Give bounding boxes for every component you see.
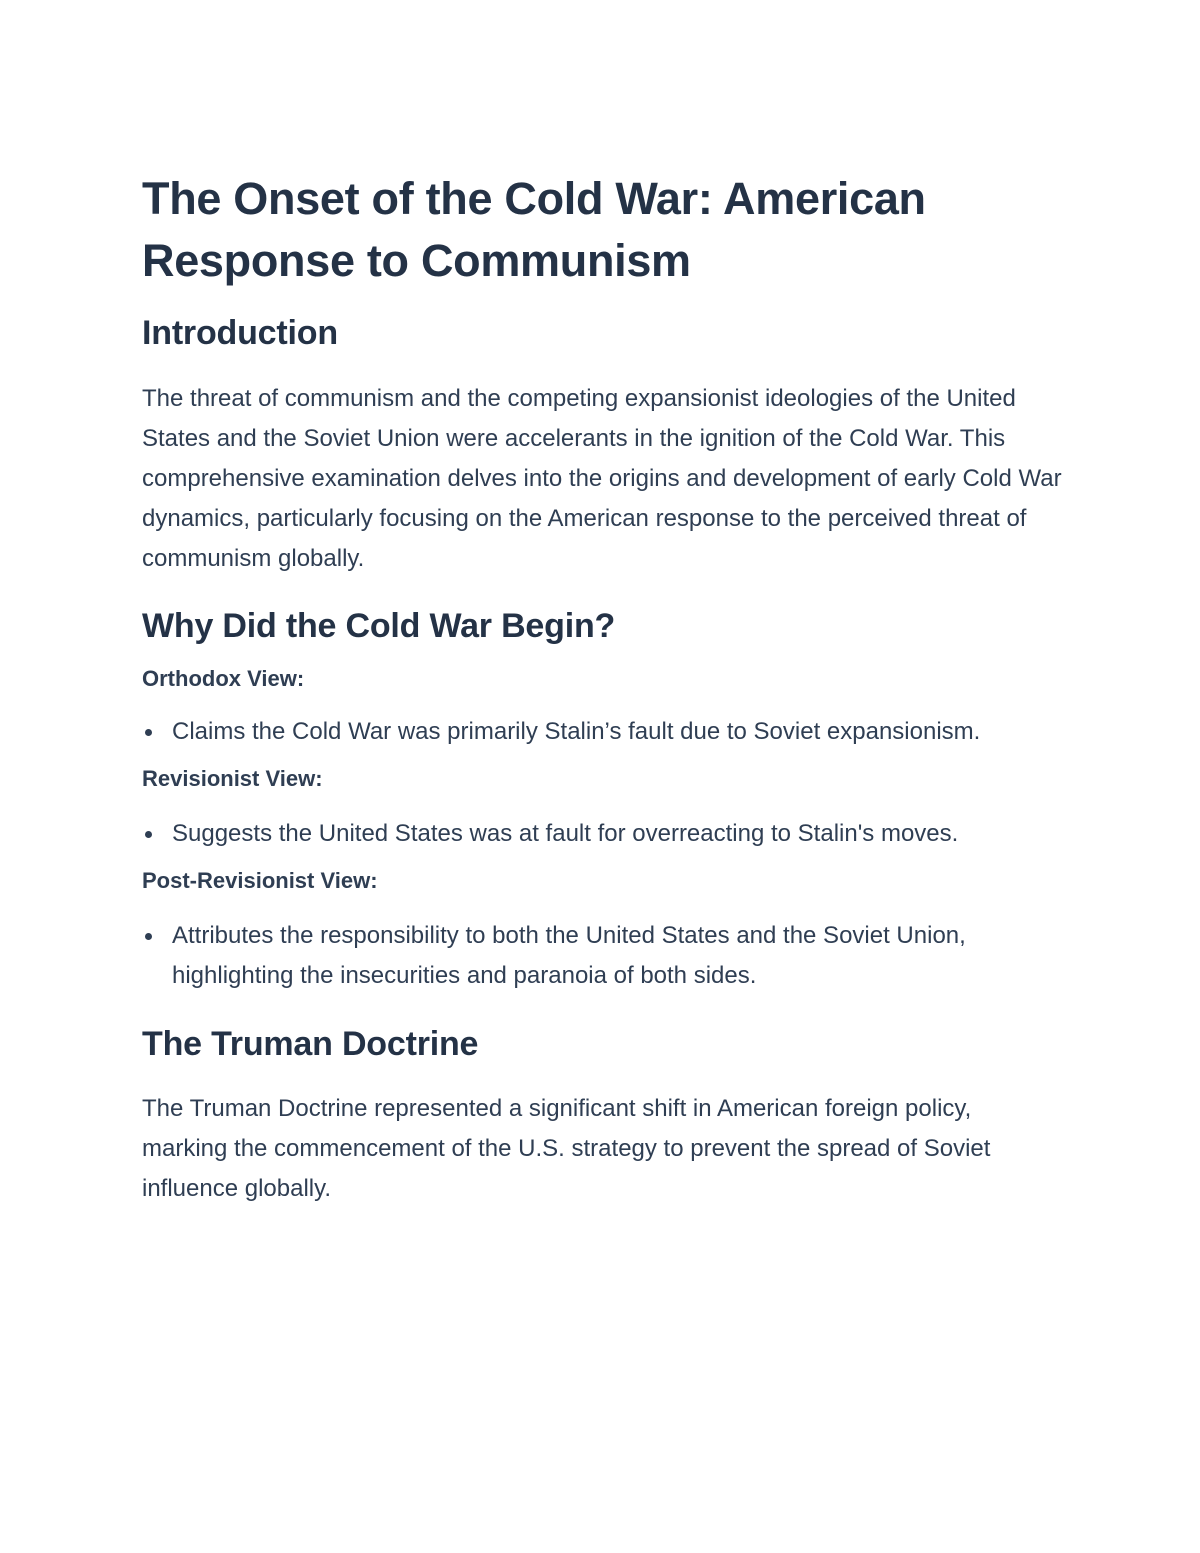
post-revisionist-view-label: Post-Revisionist View: [142,868,378,893]
bullet-icon [145,831,152,838]
document-page [142,168,1062,1209]
truman-doctrine-heading: The Truman Doctrine [142,1025,479,1063]
list-item [142,712,1062,752]
post-revisionist-view-point: Attributes the responsibility to both the United States and the Soviet Union, highlighting the insecurities and paranoia of both sides. [172,922,966,989]
orthodox-view-label: Orthodox View: [142,666,305,691]
list-item [142,916,1062,996]
truman-doctrine-paragraph: The Truman Doctrine represented a significant shift in American foreign policy, marking the commencement of the U.S. strategy to prevent the spread of Soviet influence globally. [142,1095,991,1202]
revisionist-view-list [142,814,1062,854]
bullet-icon [145,933,152,940]
orthodox-view-list [142,712,1062,752]
orthodox-view-point: Claims the Cold War was primarily Stalin’s fault due to Soviet expansionism. [172,718,981,745]
revisionist-view-label: Revisionist View: [142,766,323,791]
introduction-paragraph: The threat of communism and the competing expansionist ideologies of the United States and the Soviet Union were accelerants in the ignition of the Cold War. This comprehensive examination delves into the origins and development of early Cold War dynamics, particularly focusing on the American response to the perceived threat of communism globally. [142,385,1062,572]
post-revisionist-view-list [142,916,1062,996]
why-begin-heading: Why Did the Cold War Begin? [142,607,616,645]
page-title: The Onset of the Cold War: American Response to Communism [142,173,926,286]
revisionist-view-point: Suggests the United States was at fault for overreacting to Stalin's moves. [172,820,959,847]
introduction-heading: Introduction [142,314,338,352]
bullet-icon [145,729,152,736]
list-item [142,814,1062,854]
